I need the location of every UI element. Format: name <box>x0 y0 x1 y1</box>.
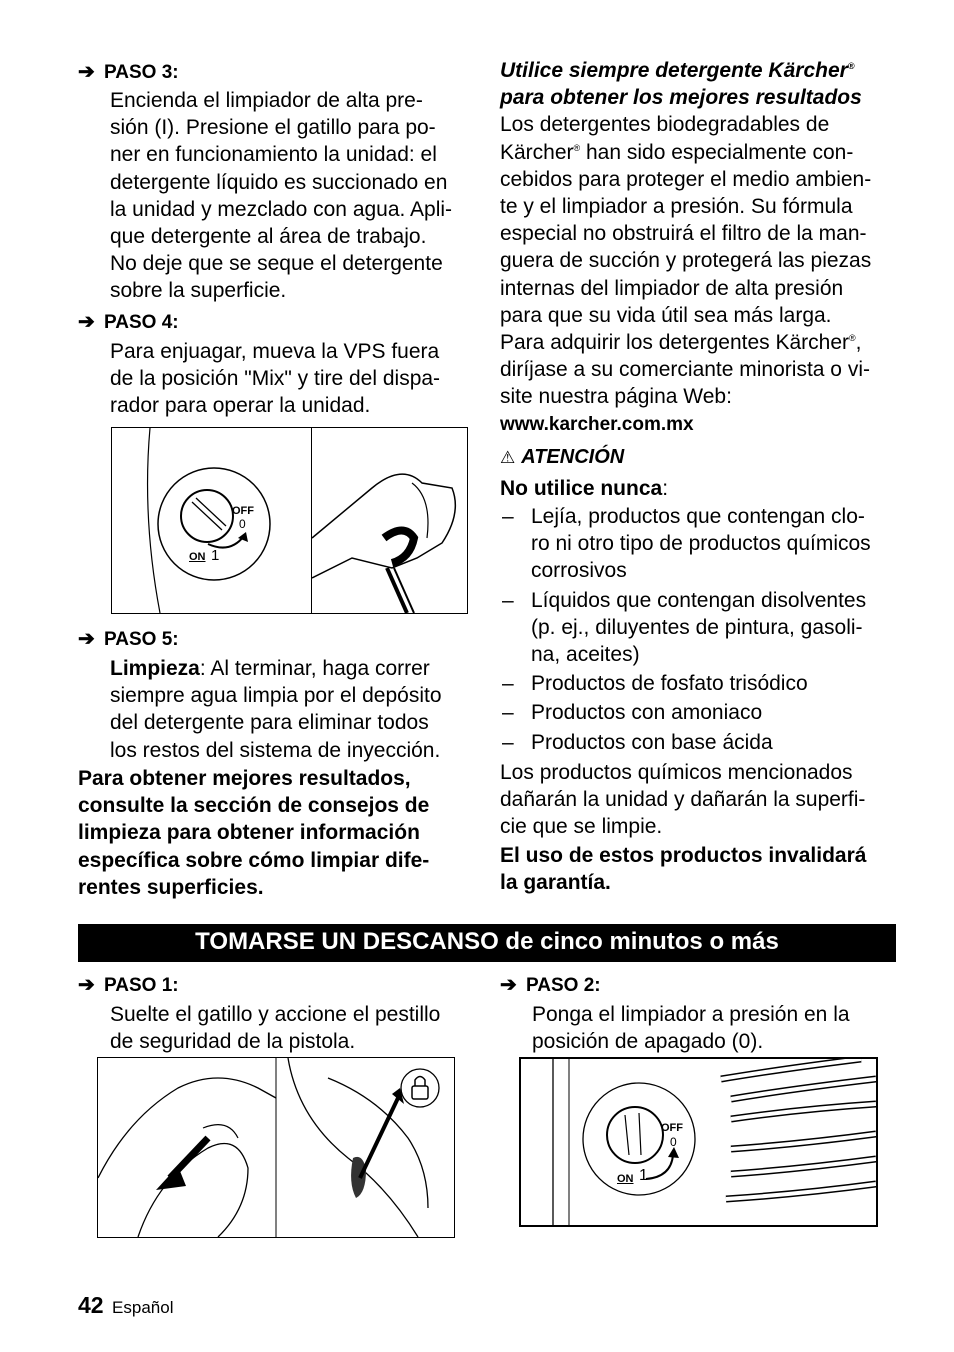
list-item: – Productos con amoniaco <box>500 699 900 726</box>
step3-text: Encienda el limpiador de alta pre- sión (I). Presione el gatillo para po- ner en funcionamiento la unidad: el detergente líquido es succionado en la unidad y mezclado con agua. Apli- que detergente al área de trabajo. No deje que se seque el detergente sobre la superficie. <box>110 89 453 303</box>
arrow-right-icon: ➔ <box>78 61 95 83</box>
knob-on-label: ON <box>189 551 206 563</box>
damage-note: Los productos químicos mencionados dañarán la unidad y dañarán la superfi- cie que se limpie. <box>500 761 866 839</box>
knob-off-label: OFF <box>232 505 254 517</box>
step4-block <box>78 310 478 420</box>
trigger-release-illustration <box>98 1058 454 1237</box>
section-banner: TOMARSE UN DESCANSO de cinco minutos o más <box>78 924 896 962</box>
page-footer <box>78 1292 173 1319</box>
pressure-knob-illustration <box>112 428 312 613</box>
arrow-right-icon: ➔ <box>78 628 95 650</box>
break-step1-heading: ➔ PASO 1: <box>78 974 179 996</box>
knob-zero-label: 0 <box>239 517 246 531</box>
figure-break-step1 <box>97 1057 455 1238</box>
step4-text: Para enjuagar, mueva la VPS fuera de la posición "Mix" y tire del dispa- rador para operar la unidad. <box>110 340 441 418</box>
page-number: 42 <box>78 1292 104 1318</box>
list-item: – Líquidos que contengan disolventes (p. ej., diluyentes de pintura, gasoli- na, aceites) <box>500 587 900 669</box>
arrow-right-icon: ➔ <box>500 974 517 996</box>
break-step2-block <box>500 973 900 1055</box>
knob-one-label: 1 <box>211 547 220 564</box>
list-item: – Productos de fosfato trisódico <box>500 670 900 697</box>
figure-step4-gun <box>311 427 468 614</box>
step3-block <box>78 60 478 305</box>
spray-gun-trigger-illustration <box>312 428 467 613</box>
list-item: – Lejía, productos que contengan clo- ro ni otro tipo de productos químicos corrosivos <box>500 503 900 585</box>
knob-zero-label: 0 <box>670 1135 677 1149</box>
warranty-note: El uso de estos productos invalidará la garantía. <box>500 844 867 895</box>
break-step2-text: Ponga el limpiador a presión en la posición de apagado (0). <box>532 1003 850 1054</box>
knob-one-label: 1 <box>639 1167 648 1184</box>
knob-off-label: OFF <box>661 1122 683 1134</box>
break-step1-block <box>78 973 478 1055</box>
never-use-label: No utilice nunca: <box>500 477 669 500</box>
step4-heading: ➔ PASO 4: <box>78 311 179 333</box>
knob-on-label: ON <box>617 1173 634 1185</box>
arrow-right-icon: ➔ <box>78 311 95 333</box>
figure-break-step2-knob <box>519 1057 878 1227</box>
step3-heading: ➔ PASO 3: <box>78 61 179 83</box>
break-step2-heading: ➔ PASO 2: <box>500 974 601 996</box>
detergent-title-1: Utilice siempre detergente Kärcher® <box>500 59 855 82</box>
detergent-section: Utilice siempre detergente Kärcher® para obtener los mejores resultados Los detergentes biodegradables de Kärcher® han sido especialmente con- cebidos para proteger el medio ambien- te y el limpiador a presión. Su fórmula especial no obstruirá el filtro de la man- guera de succión y protegerá las piezas internas del limpiador de alta presión para que su vida útil sea más larga. Para adquirir los detergentes Kärcher®, diríjase a su comerciante minorista o vi- site nuestra página Web: www.karcher.com.mx <box>500 57 900 438</box>
website-link[interactable]: www.karcher.com.mx <box>500 413 694 435</box>
pressure-knob-off-illustration <box>521 1059 876 1225</box>
arrow-right-icon: ➔ <box>78 974 95 996</box>
forbidden-products-list <box>500 503 900 758</box>
results-note: Para obtener mejores resultados, consulte la sección de consejos de limpieza para obtener información específica sobre cómo limpiar dife- rentes superficies. <box>78 767 430 899</box>
break-step1-text: Suelte el gatillo y accione el pestillo de seguridad de la pistola. <box>110 1003 441 1054</box>
footer-language: Español <box>112 1298 174 1317</box>
step5-bold-lead: Limpieza <box>110 657 200 680</box>
warning-triangle-icon: ⚠ <box>500 448 516 467</box>
step5-block <box>78 627 478 764</box>
step5-heading: ➔ PASO 5: <box>78 628 179 650</box>
figure-step4-knob <box>111 427 313 614</box>
step5-text: Limpieza: Al terminar, haga correr siempre agua limpia por el depósito del detergente para eliminar todos los restos del sistema de inyección. <box>110 657 442 762</box>
list-item: – Productos con base ácida <box>500 729 900 756</box>
warning-heading: ⚠ ATENCIÓN <box>500 446 625 468</box>
detergent-title-2: para obtener los mejores resultados <box>500 86 862 110</box>
